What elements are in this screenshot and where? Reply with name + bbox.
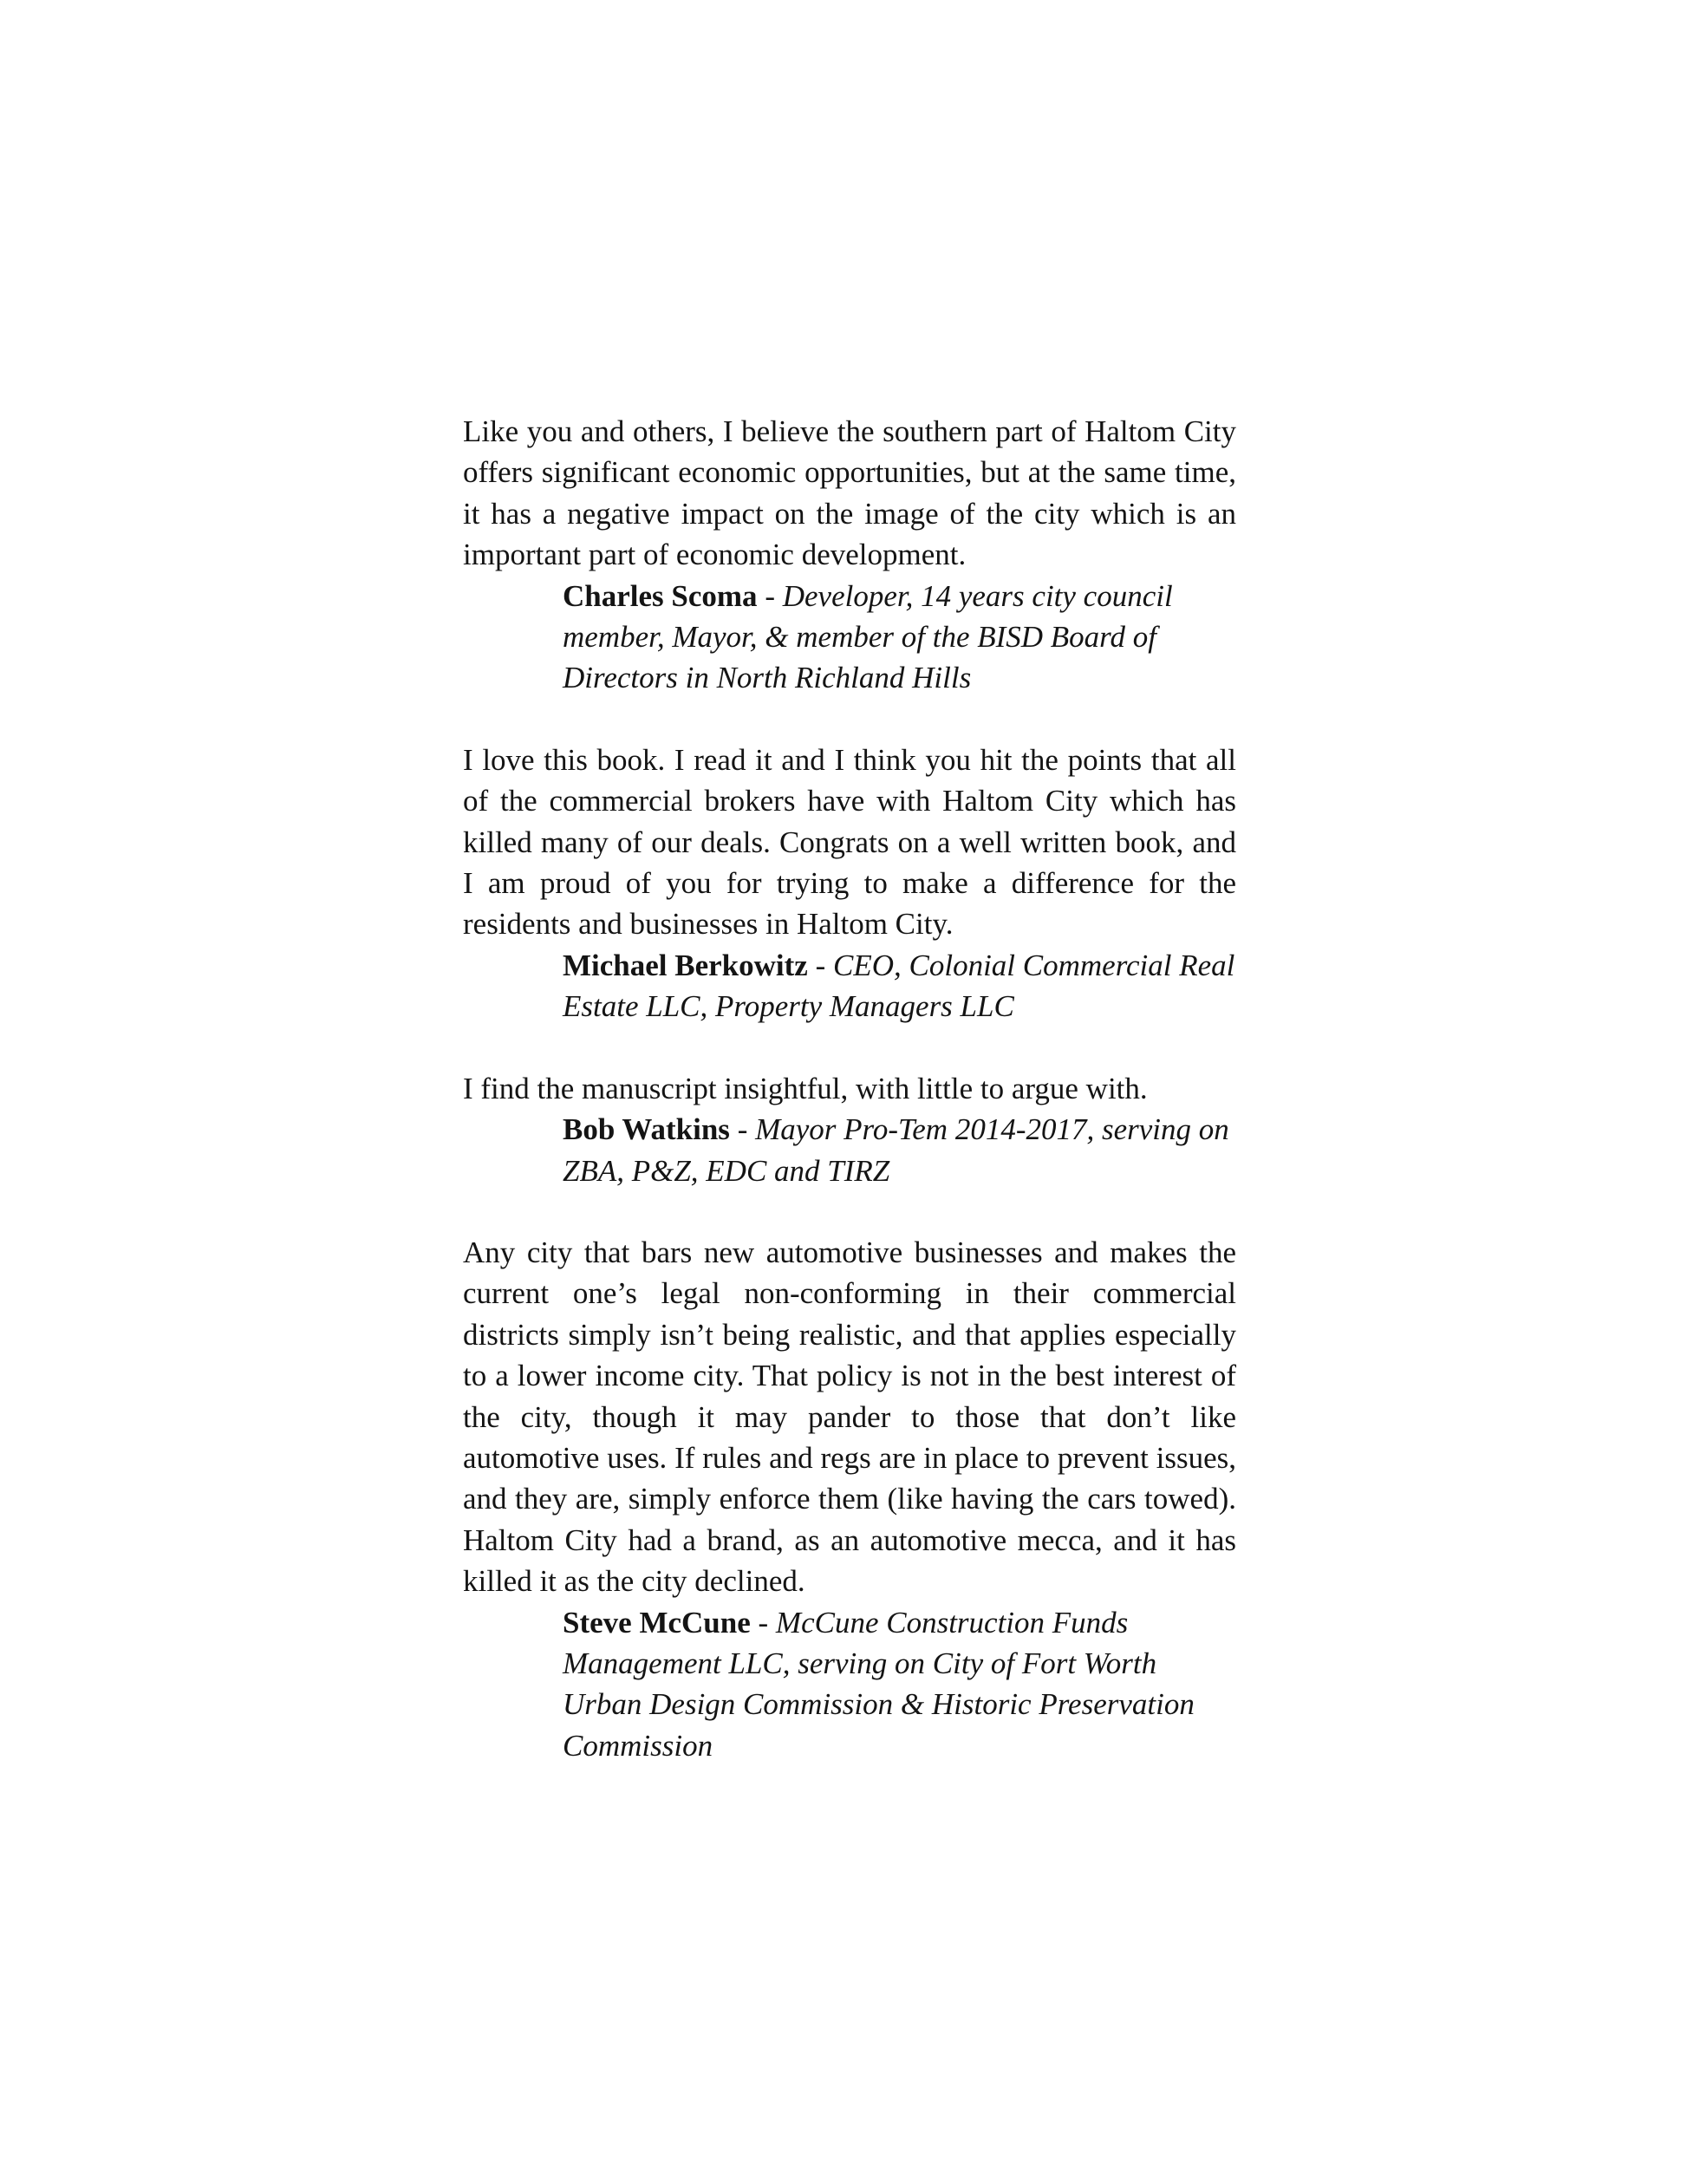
author-name: Bob Watkins xyxy=(563,1112,730,1147)
testimonial-quote: Like you and others, I believe the southern part of Haltom City offers significant economic opportunities, but at the same time, it has a negative impact on the image of the city which is an important part of economic development. xyxy=(463,414,1236,572)
attribution-separator: - xyxy=(750,1605,776,1640)
author-role: CEO, Colonial Commercial Real Estate LLC, Property Managers LLC xyxy=(563,948,1235,1024)
attribution-separator: - xyxy=(729,1112,756,1147)
testimonial-attribution xyxy=(563,1109,1236,1191)
testimonial-watkins xyxy=(463,1068,1236,1191)
attribution-separator: - xyxy=(807,948,833,982)
attribution-separator: - xyxy=(757,578,783,613)
author-role: Developer, 14 years city council member, Mayor, & member of the BISD Board of Directors in North Richland Hills xyxy=(563,578,1173,695)
author-role: Mayor Pro-Tem 2014-2017, serving on ZBA, P&Z, EDC and TIRZ xyxy=(563,1112,1229,1188)
testimonial-attribution xyxy=(563,945,1236,1027)
testimonial-attribution xyxy=(563,1602,1236,1767)
author-name: Charles Scoma xyxy=(563,578,758,613)
testimonial-berkowitz xyxy=(463,740,1236,1027)
testimonial-quote: I find the manuscript insightful, with little to argue with. xyxy=(463,1071,1148,1105)
testimonial-mccune xyxy=(463,1232,1236,1766)
testimonials-page xyxy=(463,411,1236,1807)
testimonial-scoma xyxy=(463,411,1236,699)
testimonial-attribution xyxy=(563,576,1236,699)
testimonial-quote: Any city that bars new automotive businesses and makes the current one’s legal non-conforming in their commercial districts simply isn’t being realistic, and that applies especially to a lower income city. That policy is not in the best interest of the city, though it may pander to those that don’t like automotive uses. If rules and regs are in place to prevent issues, and they are, simply enforce them (like having the cars towed). Haltom City had a brand, as an automotive mecca, and it has killed it as the city declined. xyxy=(463,1235,1236,1599)
author-name: Michael Berkowitz xyxy=(563,948,808,982)
author-name: Steve McCune xyxy=(563,1605,751,1640)
testimonial-quote: I love this book. I read it and I think you hit the points that all of the commercial brokers have with Haltom City which has killed many of our deals. Congrats on a well written book, and I am proud of you for trying to make a difference for the residents and businesses in Haltom City. xyxy=(463,742,1236,942)
author-role: McCune Construction Funds Management LLC, serving on City of Fort Worth Urban Design Commission & Historic Preservation Commission xyxy=(563,1605,1195,1763)
